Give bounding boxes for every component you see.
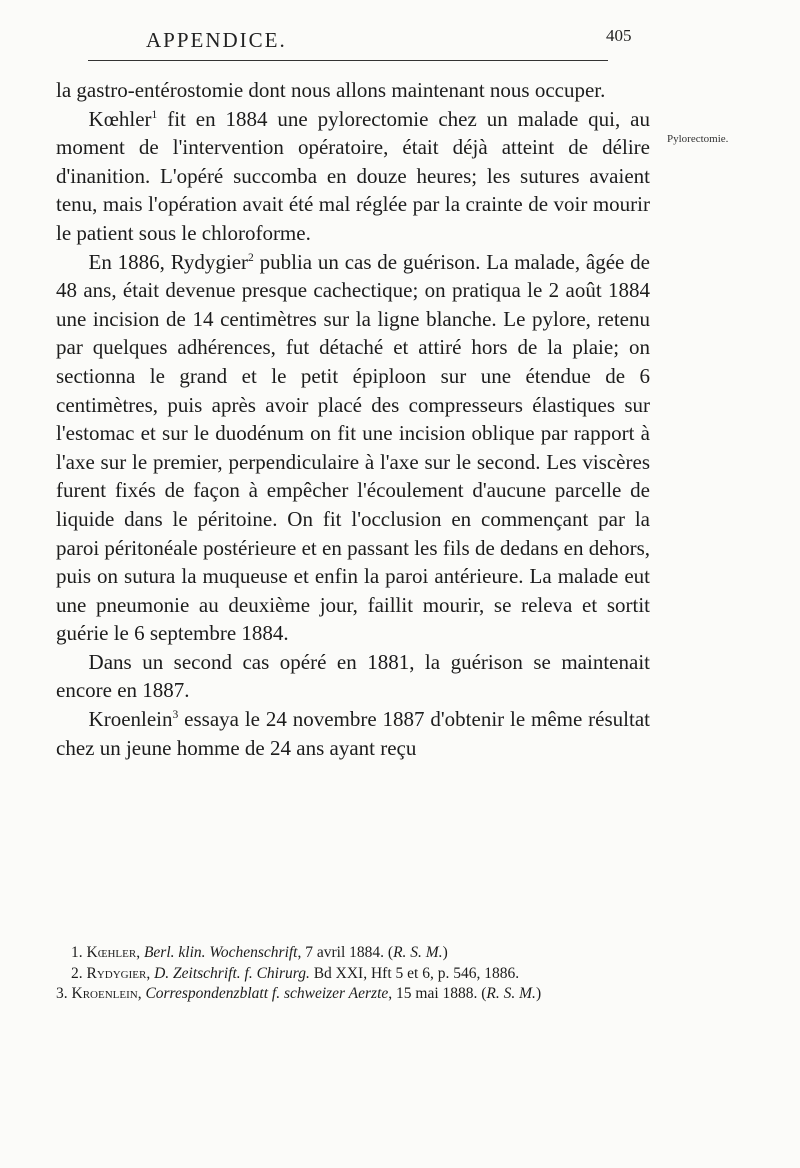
header-rule	[88, 60, 608, 61]
footnote-ref-1: 1	[151, 108, 158, 121]
footnote-separator: ,	[146, 964, 155, 982]
footnote-1	[56, 943, 650, 964]
footnote-author: Kœhler	[86, 944, 137, 961]
paragraph-rydygier-lead: En 1886, Rydygier	[88, 249, 249, 274]
footnote-details: , 7 avril 1884. (	[297, 944, 394, 961]
footnotes	[56, 943, 650, 1005]
footnote-credit: R. S. M.	[393, 944, 443, 961]
running-head: APPENDICE.	[146, 28, 287, 52]
footnote-journal: Berl. klin. Wochenschrift	[143, 944, 298, 961]
paragraph-continuation: la gastro-entérostomie dont nous allons maintenant nous occuper.	[56, 78, 606, 102]
paragraph-rydygier-text: publia un cas de guérison. La malade, âgée de 48 ans, était devenue presque cachectique; on pratiqua le 2 août 1884 une incision de 14 centimètres sur la ligne blanche. Le pylore, retenu par quelques adhérences, fut détaché et attiré hors de la plaie; on sectionna le grand et le petit épiploon sur une étendue de 6 centimètres, puis après avoir placé des compresseurs élastiques sur l'estomac et sur le duodénum on fit une incision oblique par rapport à l'axe sur le premier, perpendiculaire à l'axe sur le second. Les viscères furent fixés de façon à empêcher l'écoulement d'aucune parcelle de liquide dans le péritoine. On fit l'occlusion en commençant par la paroi péritonéale postérieure et en passant les fils de dedans en dehors, puis on sutura la muqueuse et enfin la paroi antérieure. La malade eut une pneumonie au deuxième jour, faillit mourir, se releva et sortit guérie le 6 septembre 1884.	[56, 249, 650, 646]
footnote-2	[56, 964, 650, 985]
footnote-ref-2: 2	[248, 251, 254, 264]
footnote-credit: R. S. M.	[486, 985, 536, 1002]
paragraph-kroenlein	[56, 705, 650, 762]
footnote-details: , 15 mai 1888. (	[388, 985, 487, 1002]
paragraph-rydygier	[56, 248, 650, 648]
footnote-separator: ,	[136, 944, 144, 961]
footnote-author: Kroenlein	[71, 985, 138, 1002]
paragraph-kroenlein-text: essaya le 24 novembre 1887 d'obtenir le même résultat chez un jeune homme de 24 ans ayant reçu	[56, 707, 650, 760]
body-text	[56, 76, 650, 762]
paragraph-koehler	[56, 105, 650, 248]
page-number: 405	[606, 26, 632, 45]
footnote-ref-3: 3	[172, 709, 179, 722]
footnote-separator: ,	[137, 985, 146, 1002]
margin-note: Pylorectomie.	[667, 133, 729, 145]
footnote-details: Bd XXI, Hft 5 et 6, p. 546, 1886.	[309, 964, 520, 982]
footnote-author: Rydygier	[86, 964, 147, 982]
footnote-3	[56, 984, 650, 1005]
footnote-number: 3.	[56, 985, 68, 1002]
footnote-journal: Correspondenzblatt f. schweizer Aerzte	[145, 985, 389, 1002]
paragraph-koehler-text: fit en 1884 une pylorectomie chez un malade qui, au moment de l'intervention opératoire, était déjà atteint de délire d'inanition. L'opéré succomba en douze heures; les sutures avaient tenu, mais l'opération avait été mal réglée par la crainte de voir mourir le patient sous le chloroforme.	[56, 106, 650, 245]
footnote-close: )	[535, 985, 542, 1002]
paragraph-kroenlein-lead: Kroenlein	[88, 707, 173, 732]
footnote-close: )	[442, 944, 448, 961]
footnote-journal: D. Zeitschrift. f. Chirurg.	[154, 964, 310, 982]
footnote-number: 1.	[71, 944, 83, 961]
paragraph-second-case: Dans un second cas opéré en 1881, la guérison se maintenait encore en 1887.	[56, 649, 650, 703]
paragraph-koehler-lead: Kœhler	[88, 106, 152, 131]
footnote-number: 2.	[71, 964, 83, 982]
